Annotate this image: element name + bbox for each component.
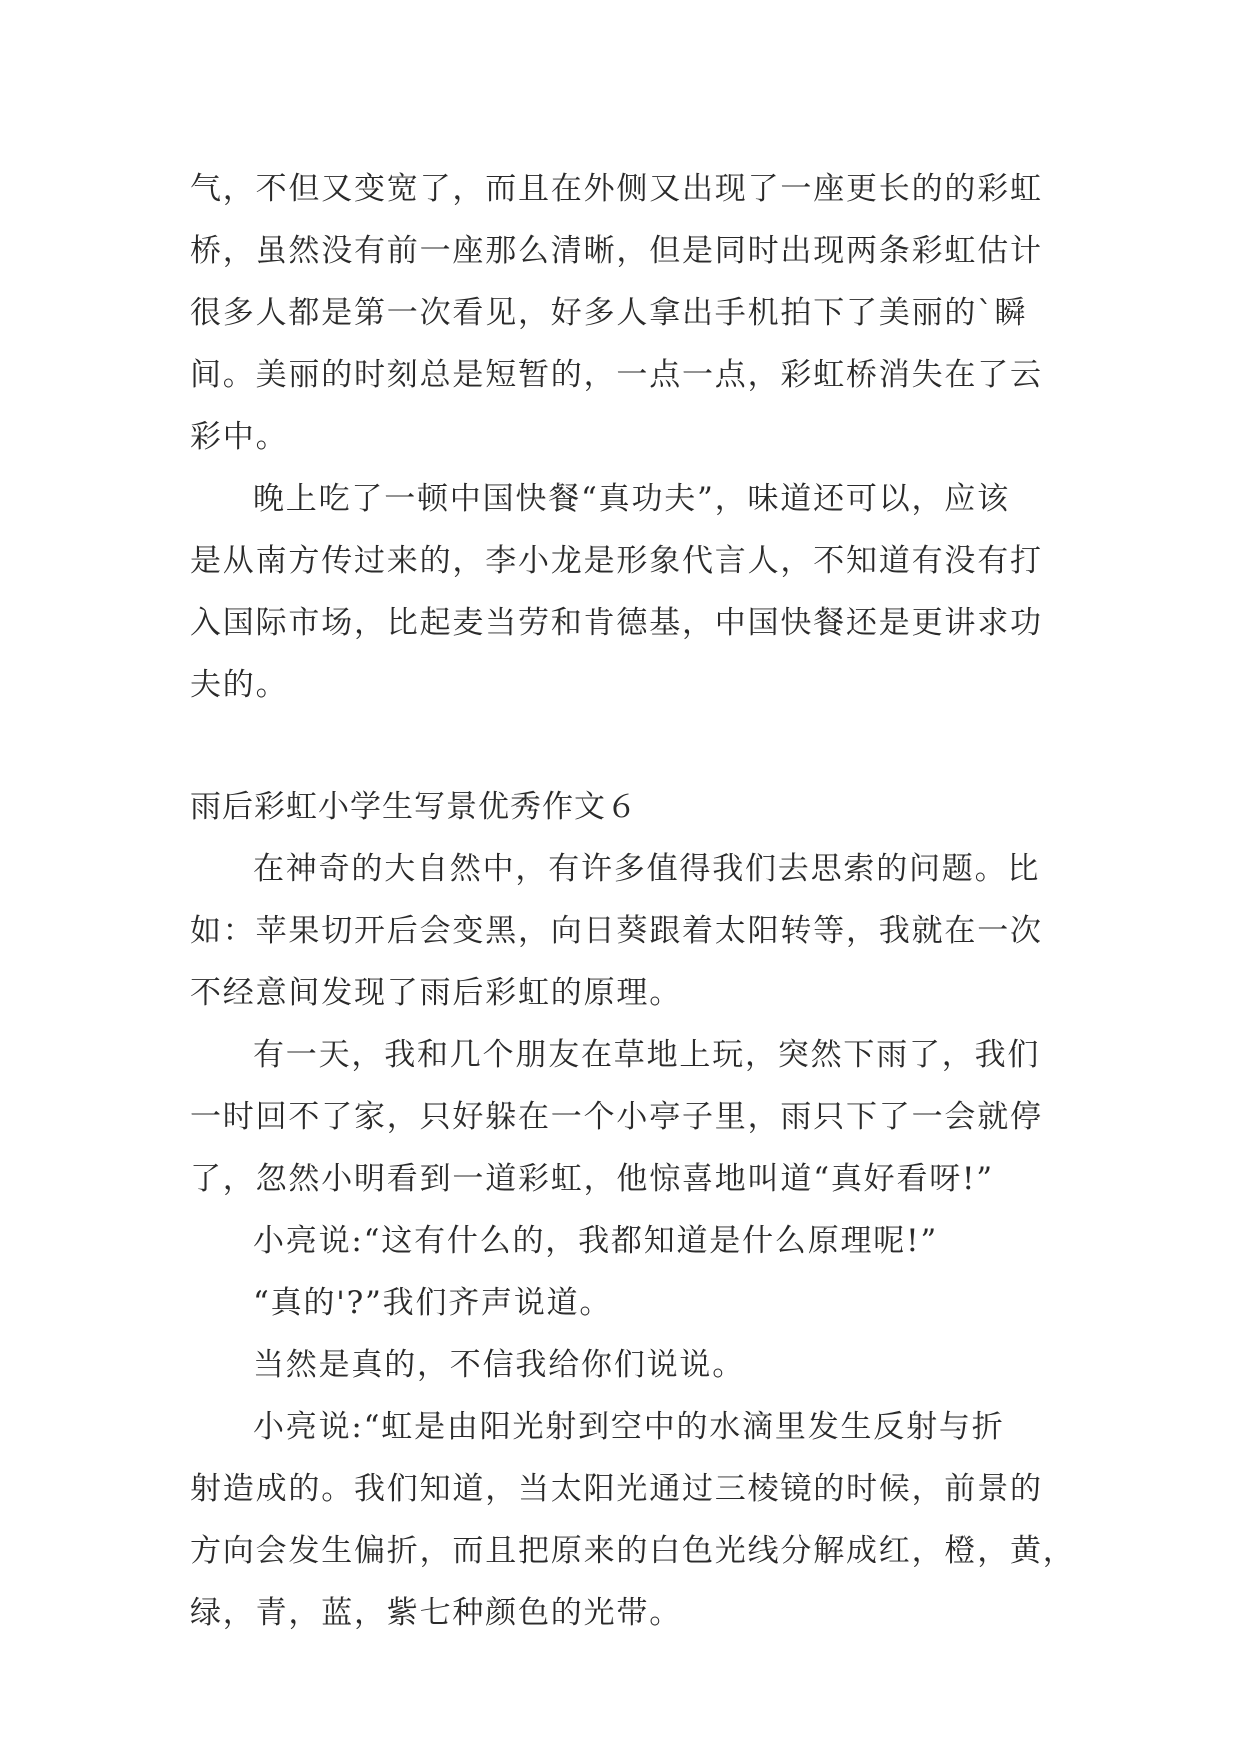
document-body	[190, 158, 1076, 1644]
text-line: 入国际市场，比起麦当劳和肯德基，中国快餐还是更讲求功	[190, 605, 1043, 641]
text-line: 不经意间发现了雨后彩虹的原理。	[190, 975, 682, 1011]
text-line: 夫的。	[190, 667, 289, 703]
dialogue-line: 小亮说:“这有什么的，我都知道是什么原理呢!”	[253, 1223, 938, 1259]
text-line: 是从南方传过来的，李小龙是形象代言人，不知道有没有打	[190, 543, 1043, 579]
text-line: 了，忽然小明看到一道彩虹，他惊喜地叫道“真好看呀!”	[190, 1161, 994, 1197]
text-line: 彩中。	[190, 419, 289, 455]
text-line: 晚上吃了一顿中国快餐“真功夫”，味道还可以，应该	[253, 481, 1010, 517]
dialogue-line: 当然是真的，不信我给你们说说。	[253, 1347, 745, 1383]
paragraph-dinner	[190, 468, 1052, 716]
text-line: 小亮说:“虹是由阳光射到空中的水滴里发生反射与折	[253, 1409, 1005, 1445]
paragraph-story	[190, 1024, 1052, 1210]
text-line: 射造成的。我们知道，当太阳光通过三棱镜的时候，前景的	[190, 1471, 1043, 1507]
text-line: 方向会发生偏折，而且把原来的白色光线分解成红，橙，黄，	[190, 1533, 1076, 1569]
text-line: 一时回不了家，只好躲在一个小亭子里，雨只下了一会就停	[190, 1099, 1043, 1135]
paragraph-rainbow-ending	[190, 158, 1052, 468]
paragraph-explanation	[190, 1396, 1076, 1644]
paragraph-nature	[190, 838, 1052, 1024]
text-line: 绿，青，蓝，紫七种颜色的光带。	[190, 1595, 682, 1631]
text-line: 在神奇的大自然中，有许多值得我们去思索的问题。比	[253, 851, 1041, 887]
text-line: 有一天，我和几个朋友在草地上玩，突然下雨了，我们	[253, 1037, 1041, 1073]
section-title: 雨后彩虹小学生写景优秀作文６	[190, 789, 638, 825]
text-line: 很多人都是第一次看见，好多人拿出手机拍下了美丽的`瞬	[190, 295, 1028, 331]
text-line: 间。美丽的时刻总是短暂的，一点一点，彩虹桥消失在了云	[190, 357, 1043, 393]
text-line: 桥，虽然没有前一座那么清晰，但是同时出现两条彩虹估计	[190, 233, 1043, 269]
dialogue-line: “真的'?”我们齐声说道。	[253, 1285, 613, 1321]
text-line: 如：苹果切开后会变黑，向日葵跟着太阳转等，我就在一次	[190, 913, 1043, 949]
text-line: 气，不但又变宽了，而且在外侧又出现了一座更长的的彩虹	[190, 171, 1043, 207]
